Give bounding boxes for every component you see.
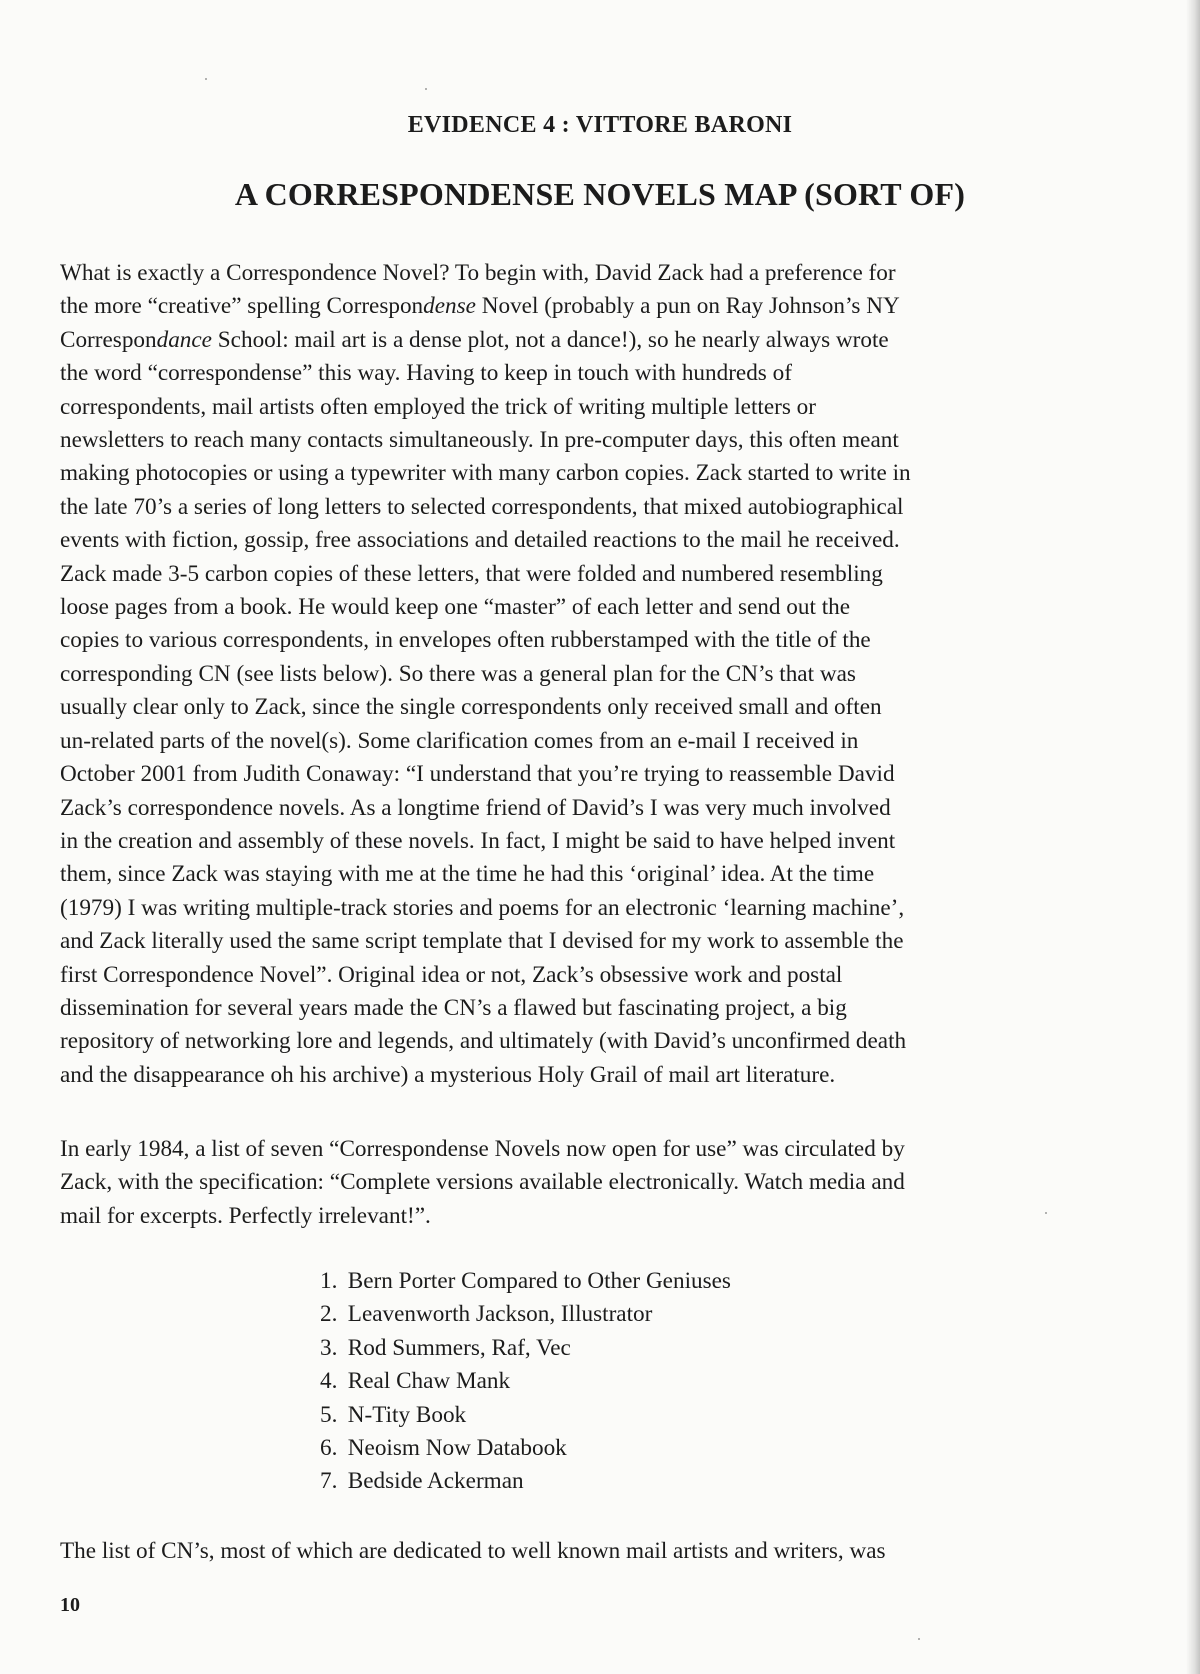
text-fragment: them, since Zack was staying with me at the time he had this ‘original’ idea. At the time: [60, 861, 875, 888]
text-line: In early 1984, a list of seven “Correspondense Novels now open for use” was circulated by: [60, 1136, 905, 1162]
text-line: [60, 758, 1126, 791]
text-line: [60, 324, 1126, 357]
text-line: [60, 391, 1126, 424]
text-fragment: (1979) I was writing multiple-track stories and poems for an electronic ‘learning machine’,: [60, 894, 905, 921]
text-fragment: newsletters to reach many contacts simultaneously. In pre-computer days, this often meant: [60, 427, 899, 454]
text-fragment: first Correspondence Novel”. Original idea or not, Zack’s obsessive work and postal: [60, 961, 843, 988]
text-line: [60, 892, 1126, 925]
text-line: [60, 257, 1126, 290]
text-fragment: Novel (probably a pun on Ray Johnson’s NY: [475, 293, 900, 320]
text-line: Zack, with the specification: “Complete versions available electronically. Watch media and: [60, 1169, 905, 1196]
novel-title: Bern Porter Compared to Other Geniuses: [342, 1268, 731, 1294]
text-fragment: and the disappearance oh his archive) a mysterious Holy Grail of mail art literature.: [60, 1061, 836, 1088]
text-fragment: in the creation and assembly of these novels. In fact, I might be said to have helped invent: [60, 827, 896, 854]
text-fragment: School: mail art is a dense plot, not a dance!), so he nearly always wrote: [211, 326, 889, 353]
italic-fragment: dense: [423, 293, 476, 320]
text-line: [60, 1059, 1126, 1092]
text-fragment: Zack made 3-5 carbon copies of these letters, that were folded and numbered resembling: [60, 560, 883, 587]
novel-title: N-Tity Book: [342, 1401, 467, 1428]
paragraph-continuation: [60, 1535, 1126, 1568]
text-line: [60, 925, 1126, 958]
text-line: [60, 992, 1126, 1025]
novels-list: [320, 1265, 731, 1499]
novel-number: 3.: [320, 1334, 338, 1361]
scan-speck: [1045, 1212, 1047, 1214]
novel-list-item: [320, 1265, 731, 1298]
novel-number: 4.: [320, 1368, 338, 1395]
novel-title: Real Chaw Mank: [342, 1368, 511, 1395]
text-line: [60, 725, 1126, 758]
text-line: [60, 858, 1126, 891]
text-fragment: corresponding CN (see lists below). So there was a general plan for the CN’s that was: [60, 660, 856, 687]
text-line: [60, 290, 1126, 323]
novel-list-item: [320, 1298, 731, 1331]
text-fragment: October 2001 from Judith Conaway: “I understand that you’re trying to reassemble David: [60, 761, 895, 788]
novel-list-item: [320, 1332, 731, 1365]
text-fragment: and Zack literally used the same script template that I devised for my work to assemble the: [60, 928, 904, 955]
novel-number: 1.: [320, 1268, 338, 1294]
text-fragment: correspondents, mail artists often employed the trick of writing multiple letters or: [60, 393, 816, 420]
novel-number: 6.: [320, 1435, 338, 1462]
novel-list-item: [320, 1432, 731, 1465]
text-fragment: un-related parts of the novel(s). Some clarification comes from an e-mail I received in: [60, 727, 859, 754]
text-line: [60, 591, 1126, 624]
text-fragment: making photocopies or using a typewriter with many carbon copies. Zack started to write in: [60, 460, 911, 487]
text-line: [60, 1025, 1126, 1058]
text-line: [60, 424, 1126, 457]
text-fragment: copies to various correspondents, in envelopes often rubberstamped with the title of the: [60, 627, 871, 654]
novel-title: Bedside Ackerman: [342, 1468, 524, 1495]
novel-number: 7.: [320, 1468, 338, 1495]
text-fragment: usually clear only to Zack, since the single correspondents only received small and often: [60, 694, 882, 721]
novel-number: 5.: [320, 1401, 338, 1428]
text-fragment: the word “correspondense” this way. Having to keep in touch with hundreds of: [60, 360, 792, 387]
novel-number: 2.: [320, 1301, 338, 1328]
section-label: EVIDENCE 4 : VITTORE BARONI: [407, 112, 793, 138]
text-fragment: the late 70’s a series of long letters to selected correspondents, that mixed autobiographical: [60, 493, 904, 520]
text-line: [60, 825, 1126, 858]
text-fragment: events with fiction, gossip, free associations and detailed reactions to the mail he received.: [60, 527, 900, 554]
page-number: 10: [60, 1594, 80, 1616]
text-line: [60, 658, 1126, 691]
novel-list-item: [320, 1465, 731, 1498]
scan-speck: [918, 1638, 920, 1640]
text-fragment: repository of networking lore and legends, and ultimately (with David’s unconfirmed death: [60, 1028, 907, 1055]
text-fragment: Correspon: [60, 326, 157, 353]
text-fragment: Zack’s correspondence novels. As a longtime friend of David’s I was very much involved: [60, 794, 891, 821]
novel-title: Rod Summers, Raf, Vec: [342, 1334, 571, 1361]
text-line: mail for excerpts. Perfectly irrelevant!”.: [60, 1202, 431, 1229]
text-line: [60, 691, 1126, 724]
text-line: [60, 357, 1126, 390]
novel-title: Leavenworth Jackson, Illustrator: [342, 1301, 653, 1328]
novel-list-item: [320, 1365, 731, 1398]
novel-title: Neoism Now Databook: [342, 1435, 567, 1462]
text-line: [60, 457, 1126, 490]
italic-fragment: dance: [156, 326, 212, 353]
text-fragment: the more “creative” spelling Correspon: [60, 293, 424, 320]
text-line: [60, 792, 1126, 825]
text-line: [60, 524, 1126, 557]
text-line: [60, 624, 1126, 657]
scan-speck: [205, 78, 207, 80]
paragraph-list-intro: [60, 1133, 1126, 1233]
paragraph-intro: [60, 257, 1126, 1092]
text-fragment: loose pages from a book. He would keep one “master” of each letter and send out the: [60, 594, 851, 621]
page-edge-shadow: [1186, 0, 1200, 1674]
text-fragment: What is exactly a Correspondence Novel? To begin with, David Zack had a preference for: [60, 260, 896, 286]
page-title: A CORRESPONDENSE NOVELS MAP (SORT OF): [234, 176, 966, 212]
text-line: The list of CN’s, most of which are dedicated to well known mail artists and writers, was: [60, 1538, 886, 1564]
text-line: [60, 558, 1126, 591]
text-line: [60, 959, 1126, 992]
text-line: [60, 491, 1126, 524]
text-fragment: dissemination for several years made the CN’s a flawed but fascinating project, a big: [60, 994, 847, 1021]
novel-list-item: [320, 1399, 731, 1432]
scan-speck: [425, 88, 427, 90]
